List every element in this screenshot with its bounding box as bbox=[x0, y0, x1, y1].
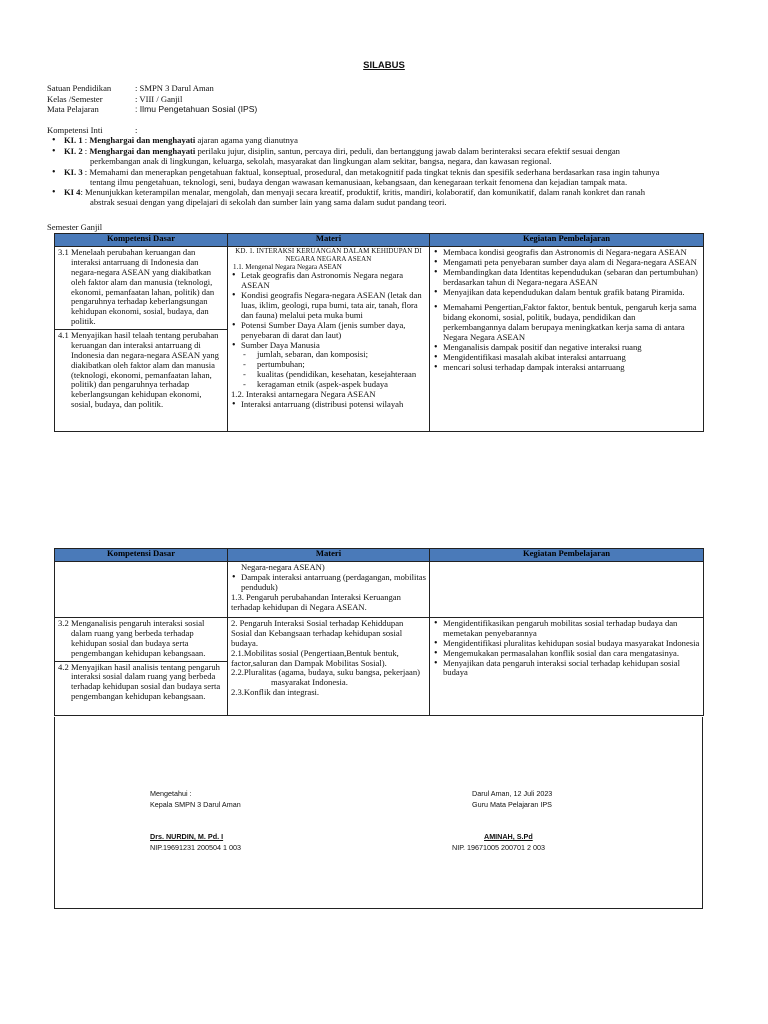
kd-number: 3.2 bbox=[58, 618, 69, 628]
kd-number: 4.1 bbox=[58, 330, 69, 340]
materi-list bbox=[231, 573, 426, 593]
signature-left bbox=[150, 790, 241, 855]
kegiatan-cell bbox=[430, 618, 704, 716]
kegiatan-item: • Memahami Pengertian,Faktor faktor, bentuk bentuk, pengaruh kerja sama bidang ekonomi, sosial, politik, budaya, pendidikan dan perkembangannya dalam berupaya meningkatkan kerja sama di antara Negara Negara ASEAN bbox=[433, 303, 700, 343]
ki-cont: tentang ilmu pengetahuan, teknologi, seni, budaya dengan wawasan kemanusiaan, kebangsaan, dan kenegaraan terkait fenomena dan kejadian tampak mata. bbox=[90, 176, 628, 187]
kegiatan-item: • Membaca kondisi geografis dan Astronomis di Negara-negara ASEAN bbox=[433, 248, 700, 258]
kd-text: Menyajikan hasil analisis tentang pengaruh interaksi sosial dalam ruang yang berbeda terhadap kehidupan sosial dan budaya serta pengembangan kehidupan kebangsaan. bbox=[71, 661, 221, 702]
ki-text: perilaku jujur, disiplin, santun, percaya diri, peduli, dan bertanggung jawab dalam berinteraksi secara efektif sesuai dengan bbox=[197, 145, 620, 156]
ki-cont: abstrak sesuai dengan yang dipelajari di sekolah dan sumber lain yang sama dalam sudut pandang teori. bbox=[90, 197, 447, 208]
kegiatan-list bbox=[433, 248, 700, 297]
ki-bold: Menghargai dan menghayati bbox=[89, 135, 196, 145]
ident-label: Mata Pelajaran bbox=[47, 104, 99, 114]
header-kegiatan: Kegiatan Pembelajaran bbox=[430, 234, 704, 247]
kegiatan-item: • Mengidentifikasi masalah akibat interaksi antarruang bbox=[433, 353, 700, 363]
ki-list bbox=[47, 136, 707, 209]
ki-text: Memahami dan menerapkan pengetahuan faktual, konseptual, prosedural, dan metakognitif pada tingkat teknis dan spesifik sederhana berdasarkan rasa ingin tahunya bbox=[89, 166, 660, 177]
signature-line: Kepala SMPN 3 Darul Aman bbox=[150, 800, 241, 809]
kd-item bbox=[58, 331, 224, 410]
ki-item: • KI. 3 : Memahami dan menerapkan pengetahuan faktual, konseptual, prosedural, dan metakognitif pada tingkat teknis dan spesifik sederhana berdasarkan rasa ingin tahunya tentang ilmu pengetahuan, teknologi, seni, budaya dengan wawasan kemanusiaan, kebangsaan, dan kenegaraan terkait fenomena dan kejadian tampak mata. bbox=[47, 168, 707, 188]
signature-right bbox=[452, 790, 552, 855]
syllabus-table-1 bbox=[54, 233, 704, 432]
materi-cell bbox=[228, 618, 430, 716]
ki-text: ajaran agama yang dianutnya bbox=[197, 135, 298, 145]
ident-label: Kelas /Semester bbox=[47, 93, 103, 104]
signature-name: AMINAH, S.Pd bbox=[484, 832, 533, 841]
materi-subheading: 1.1. Mengenal Negara Negara ASEAN bbox=[233, 263, 342, 272]
materi-dash-list bbox=[231, 350, 426, 390]
kegiatan-item: • Membandingkan data Identitas kependudukan (sebaran dan pertumbuhan) berdasarkan tahun di Negara-negara ASEAN bbox=[433, 268, 700, 288]
document-title: SILABUS bbox=[363, 60, 405, 71]
ki-colon: : bbox=[135, 125, 138, 135]
kegiatan-item: • Mengamati peta penyebaran sumber daya alam di Negara-negara ASEAN bbox=[433, 258, 700, 268]
materi-item: • Potensi Sumber Daya Alam (jenis sumber daya, penyebaran di darat dan laut) bbox=[231, 321, 426, 341]
materi-cell bbox=[228, 247, 430, 432]
ident-value: : VIII / Ganjil bbox=[135, 93, 183, 104]
header-kd: Kompetensi Dasar bbox=[55, 549, 228, 562]
ident-value: : SMPN 3 Darul Aman bbox=[135, 83, 214, 93]
semester-label: Semester Ganjil bbox=[47, 222, 103, 232]
materi-section: 1.2. Interaksi antarnegara Negara ASEAN bbox=[231, 388, 376, 399]
ki-label: Kompetensi Inti bbox=[47, 125, 103, 135]
materi-heading: KD. 1. INTERAKSI KERUANGAN DALAM KEHIDUPAN DI NEGARA NEGARA ASEAN bbox=[235, 247, 422, 263]
materi-line: masyarakat Indonesia. bbox=[271, 677, 348, 688]
signature-nip: NIP.19691231 200504 1 003 bbox=[150, 843, 241, 852]
signature-line: Darul Aman, 12 Juli 2023 bbox=[472, 789, 553, 798]
header-materi: Materi bbox=[228, 234, 430, 247]
kd-cell bbox=[55, 247, 228, 432]
kegiatan-cell bbox=[430, 562, 704, 618]
kd-number: 3.1 bbox=[58, 247, 69, 257]
header-kd: Kompetensi Dasar bbox=[55, 234, 228, 247]
kegiatan-item: • Mengidentifikasi pluralitas kehidupan sosial budaya masyarakat Indonesia bbox=[433, 639, 700, 649]
kd-cell bbox=[55, 618, 228, 716]
ki-cont: perkembangan anak di lingkungan, keluarga, sekolah, masyarakat dan lingkungan alam sekitar, bangsa, negara, dan kawasan regional. bbox=[90, 155, 552, 166]
materi-section: 1.3. Pengaruh perubahandan Interaksi Keruangan terhadap kehidupan di Negara ASEAN. bbox=[231, 591, 401, 612]
materi-item: • Kondisi geografis Negara-negara ASEAN (letak dan luas, iklim, geologi, rupa bumi, tata air, tanah, flora dan fauna) melalui peta muka bumi bbox=[231, 291, 426, 321]
ident-label: Satuan Pendidikan bbox=[47, 83, 112, 93]
kegiatan-cell bbox=[430, 247, 704, 432]
ki-bold: Menghargai dan menghayati bbox=[89, 145, 196, 156]
materi-item: • Dampak interaksi antarruang (perdagangan, mobilitas penduduk) bbox=[231, 573, 426, 593]
materi-dash-item: - kualitas (pendidikan, kesehatan, kesejahteraan bbox=[241, 370, 426, 380]
signature-line: Guru Mata Pelajaran IPS bbox=[472, 800, 552, 809]
materi-continuation: Negara-negara ASEAN) bbox=[241, 562, 325, 572]
identity-block bbox=[47, 84, 447, 116]
ki-key: KI 4 bbox=[64, 187, 81, 198]
signature-line: Mengetahui : bbox=[150, 789, 192, 798]
ki-key: KI. 1 bbox=[64, 135, 83, 145]
ki-item: • KI 4: Menunjukkan keterampilan menalar, mengolah, dan menyaji secara kreatif, produktif, kritis, mandiri, kolaboratif, dan komunikatif, dalam ranah konkret dan ranah abstrak sesuai dengan yang dipelajari di sekolah dan sumber lain yang sama dalam sudut pandang teori. bbox=[47, 188, 707, 208]
kd-cell bbox=[55, 562, 228, 618]
kegiatan-item: • Menganalisis dampak positif dan negative interaksi ruang bbox=[433, 343, 700, 353]
ki-key: KI. 2 bbox=[64, 145, 83, 156]
materi-list bbox=[231, 400, 426, 410]
ki-key: KI. 3 bbox=[64, 166, 83, 177]
materi-dash-item: - pertumbuhan; bbox=[241, 360, 426, 370]
ki-text: Menunjukkan keterampilan menalar, mengolah, dan menyaji secara kreatif, produktif, kritis, mandiri, kolaboratif, dan komunikatif, dalam ranah konkret dan ranah bbox=[85, 187, 646, 198]
ki-item: • KI. 2 : Menghargai dan menghayati perilaku jujur, disiplin, santun, percaya diri, peduli, dan bertanggung jawab dalam berinteraksi secara efektif sesuai dengan perkembangan anak di lingkungan, keluarga, sekolah, masyarakat dan lingkungan alam sekitar, bangsa, negara, dan kawasan regional. bbox=[47, 147, 707, 167]
materi-line: 2.1.Mobilitas sosial (Pengertiaan,Bentuk bentuk, factor,saluran dan Dampak Mobilitas Sosial). bbox=[231, 647, 399, 668]
kegiatan-item: • Mengemukakan permasalahan konflik sosial dan cara mengatasinya. bbox=[433, 649, 700, 659]
ident-value: : Ilmu Pengetahuan Sosial (IPS) bbox=[135, 104, 258, 114]
materi-line: 2.2.Pluralitas (agama, budaya, suku bangsa, pekerjaan) bbox=[231, 667, 420, 678]
header-materi: Materi bbox=[228, 549, 430, 562]
materi-line: 2.3.Konflik dan integrasi. bbox=[231, 687, 320, 698]
header-kegiatan: Kegiatan Pembelajaran bbox=[430, 549, 704, 562]
kd-text: Menyajikan hasil telaah tentang perubahan keruangan dan interaksi antarruang di Indonesia dan negara-negara ASEAN yang diakibatkan oleh faktor alam dan manusia (teknologi, ekonomi, pemanfaatan lahan, politik) dan pengaruhnya terhadap keberlangsungan kehidupan ekonomi, sosial, budaya, dan politik. bbox=[71, 330, 219, 410]
materi-dash-item: - jumlah, sebaran, dan komposisi; bbox=[241, 350, 426, 360]
kegiatan-item: • mencari solusi terhadap dampak interaksi antarruang bbox=[433, 363, 700, 373]
kd-text: Menelaah perubahan keruangan dan interaksi antarruang di Indonesia dan negara-negara ASEAN yang diakibatkan oleh faktor alam dan manusia (teknologi, ekonomi, pemanfaatan lahan, politik) dan pengaruhnya terhadap keberlangsungan kehidupan ekonomi, sosial, budaya, dan politik. bbox=[71, 247, 215, 327]
signature-nip: NIP. 19671005 200701 2 003 bbox=[452, 843, 545, 852]
kd-text: Menganalisis pengaruh interaksi sosial dalam ruang yang berbeda terhadap kehidupan sosial dan budaya serta pengembangan kehidupan kebangsaan. bbox=[71, 618, 206, 658]
materi-line: 2. Pengaruh Interaksi Sosial terhadap Kehiddupan Sosial dan Kebangsaan terhadap kehidupan sosial budaya. bbox=[231, 618, 404, 648]
materi-item: • Interaksi antarruang (distribusi potensi wilayah bbox=[231, 400, 426, 410]
materi-cell bbox=[228, 562, 430, 618]
kd-item bbox=[58, 663, 224, 703]
signature-name: Drs. NURDIN, M. Pd. I bbox=[150, 832, 224, 841]
materi-dash-item: - keragaman etnik (aspek-aspek budaya bbox=[241, 380, 426, 390]
kd-item bbox=[58, 248, 224, 327]
kegiatan-item: • Mengidentifikasikan pengaruh mobilitas sosial terhadap budaya dan memetakan penyebarannya bbox=[433, 619, 700, 639]
kegiatan-item: • Menyajikan data pengaruh interaksi social terhadap kehidupan sosial budaya bbox=[433, 659, 700, 679]
syllabus-table-2 bbox=[54, 548, 704, 716]
kd-number: 4.2 bbox=[58, 661, 69, 672]
kd-item bbox=[58, 619, 224, 659]
kegiatan-list bbox=[433, 303, 700, 372]
ki-item: • KI. 1 : Menghargai dan menghayati ajaran agama yang dianutnya bbox=[47, 136, 707, 146]
kegiatan-list bbox=[433, 619, 700, 678]
kegiatan-item: • Menyajikan data kependudukan dalam bentuk grafik batang Piramida. bbox=[433, 288, 700, 298]
materi-list bbox=[231, 271, 426, 350]
materi-item: • Letak geografis dan Astronomis Negara negara ASEAN bbox=[231, 271, 426, 291]
materi-item: • Sumber Daya Manusia bbox=[231, 341, 426, 351]
